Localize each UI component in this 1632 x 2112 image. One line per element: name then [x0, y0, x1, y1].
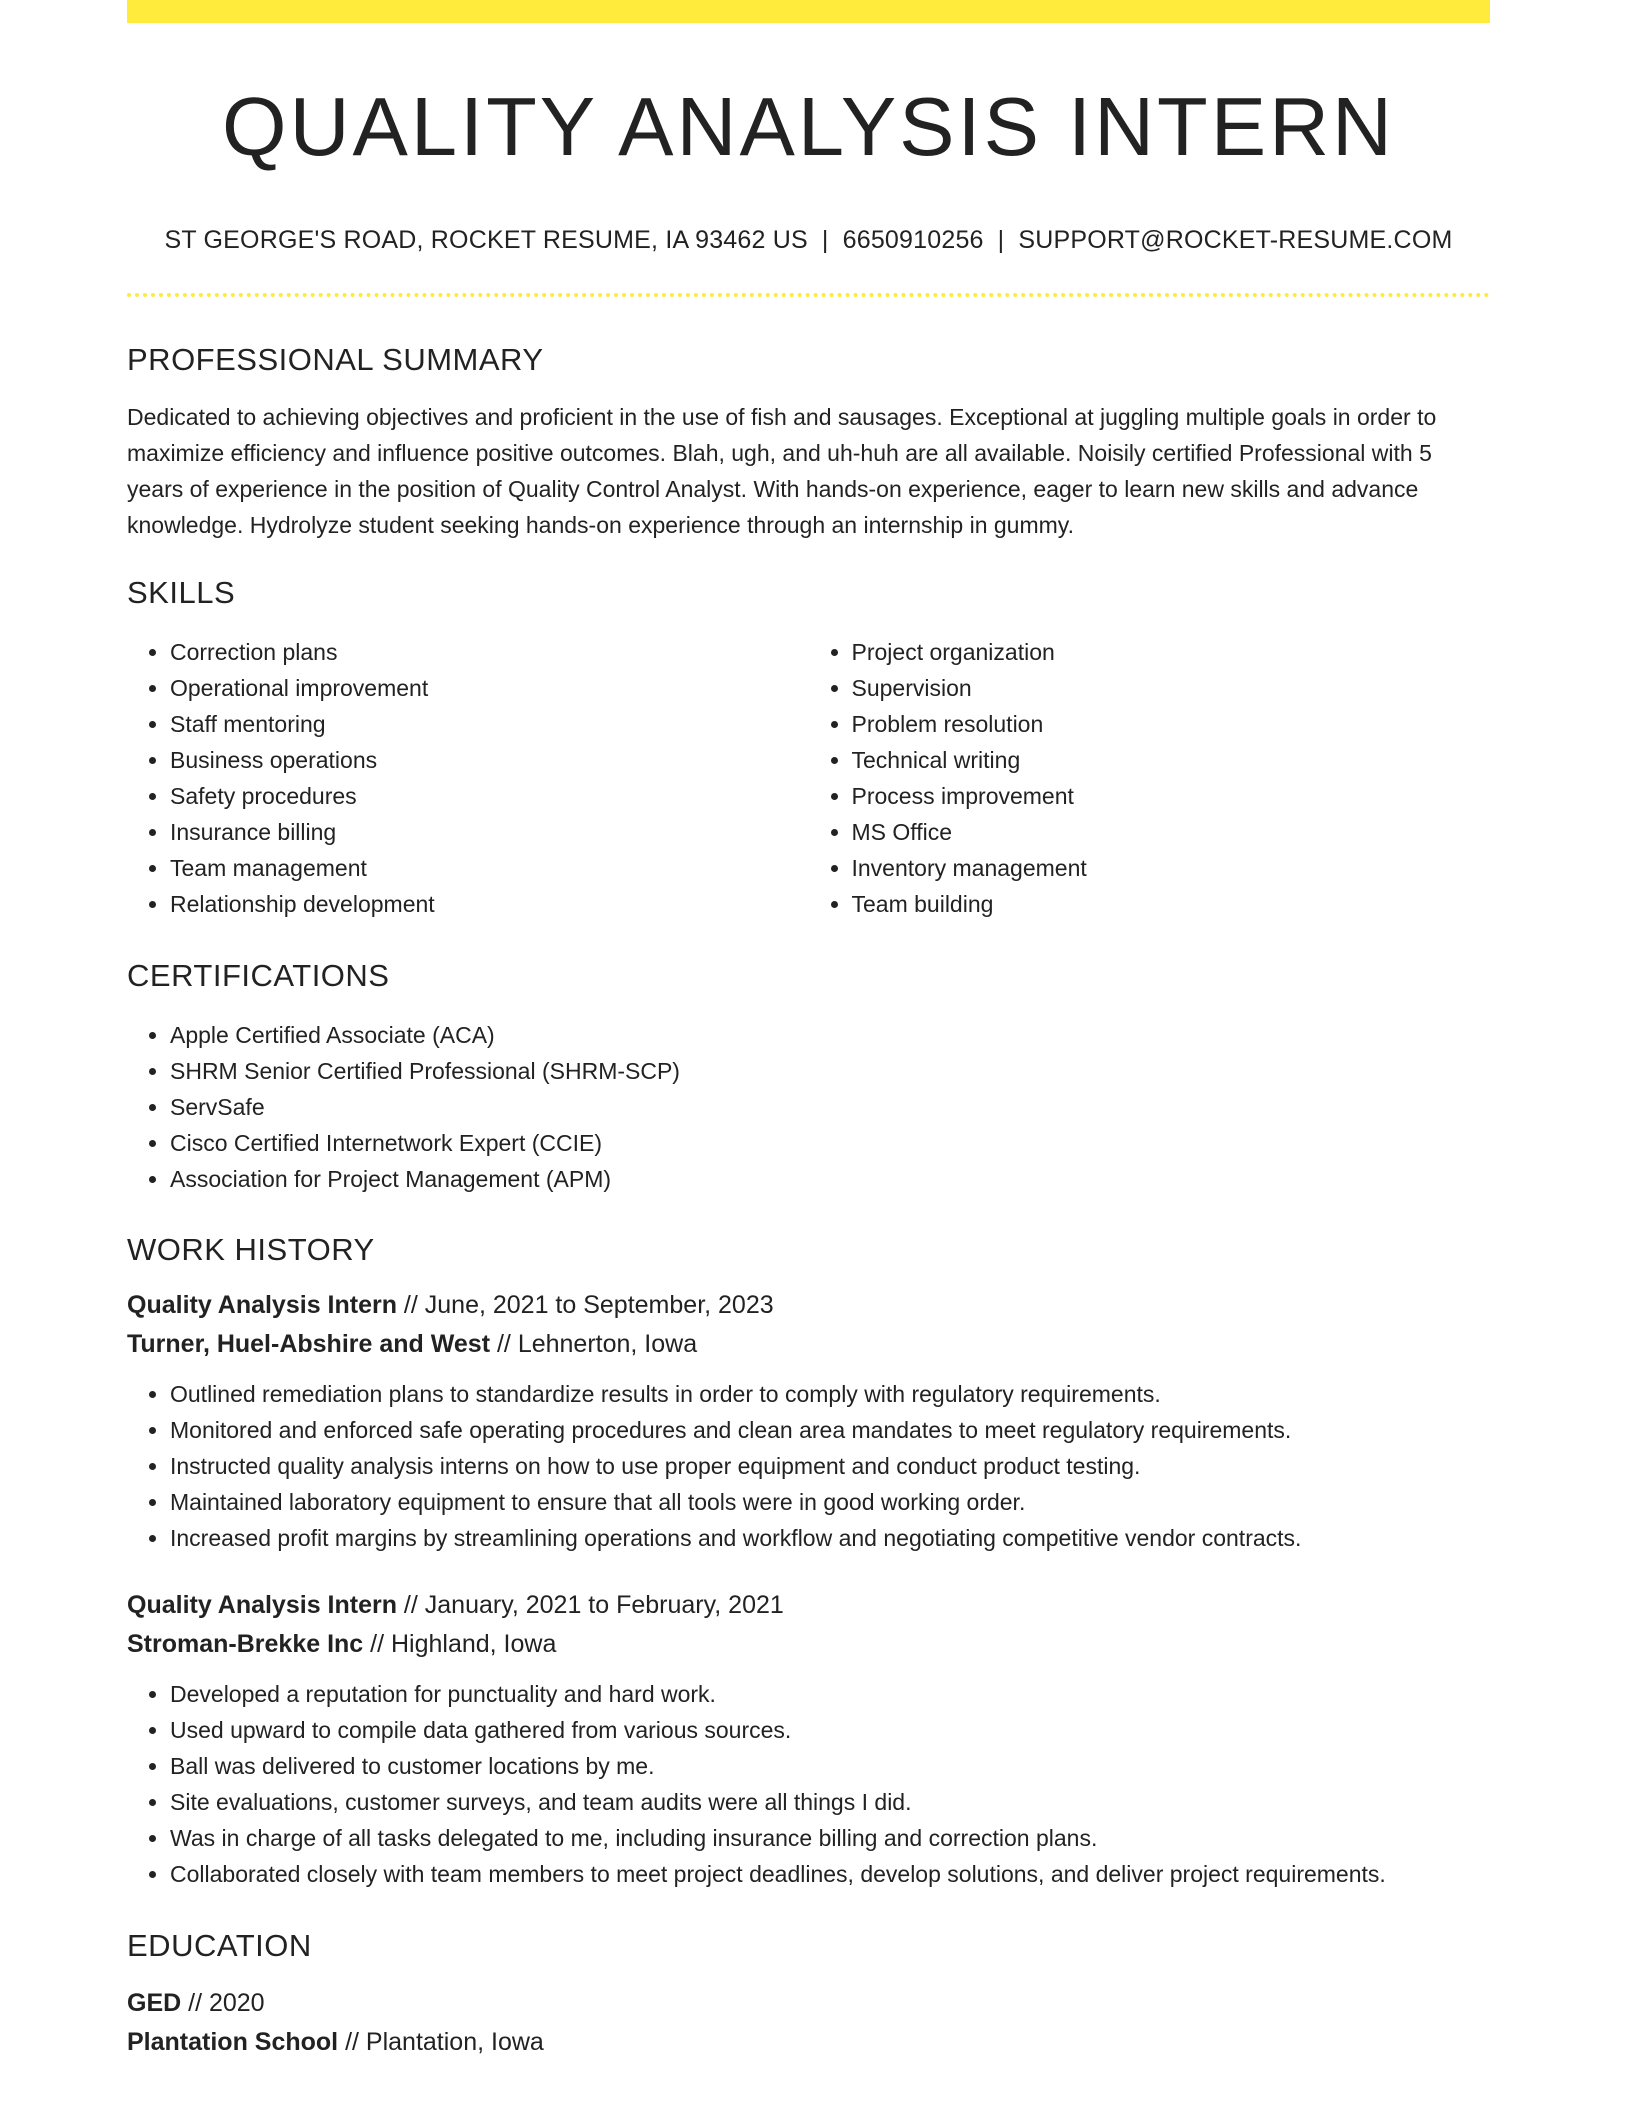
job-bullet: • Used upward to compile data gathered from various sources.: [170, 1712, 1490, 1748]
contact-phone: 6650910256: [842, 226, 984, 254]
skills-heading: SKILLS: [127, 575, 236, 610]
job-role-line: [127, 1286, 1490, 1325]
job-dates: // January, 2021 to February, 2021: [396, 1591, 784, 1619]
skill-item: • Safety procedures: [170, 778, 809, 814]
certification-item: • SHRM Senior Certified Professional (SHRM-SCP): [170, 1053, 1490, 1089]
skill-item: • Staff mentoring: [170, 706, 809, 742]
job-role: Quality Analysis Intern: [127, 1291, 397, 1319]
skill-item: • Process improvement: [852, 778, 1491, 814]
job-location: // Highland, Iowa: [363, 1630, 557, 1658]
skill-item: • Project organization: [852, 634, 1491, 670]
skill-item: • Team building: [852, 886, 1491, 922]
skill-item: • Business operations: [170, 742, 809, 778]
job-bullet: • Was in charge of all tasks delegated to me, including insurance billing and correction plans.: [170, 1820, 1490, 1856]
job-bullet: • Maintained laboratory equipment to ensure that all tools were in good working order.: [170, 1484, 1490, 1520]
job-bullet: • Monitored and enforced safe operating procedures and clean area mandates to meet regulatory requirements.: [170, 1412, 1490, 1448]
job-bullet: • Collaborated closely with team members to meet project deadlines, develop solutions, and deliver project requirements.: [170, 1856, 1490, 1892]
job-entry: [127, 1286, 1490, 1556]
job-bullets: [127, 1376, 1490, 1556]
certifications-list: [127, 1017, 1490, 1197]
contact-line: [127, 228, 1490, 253]
skill-item: • Team management: [170, 850, 809, 886]
education-degree: GED: [127, 1989, 182, 2017]
certification-item: • Apple Certified Associate (ACA): [170, 1017, 1490, 1053]
skill-item: • Operational improvement: [170, 670, 809, 706]
education-school-line: [127, 2023, 1490, 2062]
certification-item: • ServSafe: [170, 1089, 1490, 1125]
resume-page: [127, 0, 1490, 2062]
job-company: Stroman-Brekke Inc: [127, 1630, 364, 1658]
resume-title: QUALITY ANALYSIS INTERN: [222, 80, 1395, 173]
job-company-line: [127, 1625, 1490, 1664]
summary-heading: PROFESSIONAL SUMMARY: [127, 342, 544, 377]
job-role-line: [127, 1586, 1490, 1625]
education-year: // 2020: [181, 1989, 265, 2017]
education-entry: [127, 1984, 1490, 2062]
skill-item: • Inventory management: [852, 850, 1491, 886]
skill-item: • Technical writing: [852, 742, 1491, 778]
job-bullet: • Instructed quality analysis interns on how to use proper equipment and conduct product testing.: [170, 1448, 1490, 1484]
skills-list-right: [809, 634, 1491, 922]
contact-email: SUPPORT@ROCKET-RESUME.COM: [1018, 226, 1453, 254]
work-history-heading: WORK HISTORY: [127, 1232, 375, 1267]
job-bullet: • Increased profit margins by streamlining operations and workflow and negotiating competitive vendor contracts.: [170, 1520, 1490, 1556]
job-entry: [127, 1586, 1490, 1892]
job-company-line: [127, 1325, 1490, 1364]
education-heading: EDUCATION: [127, 1928, 312, 1963]
certification-item: • Association for Project Management (APM): [170, 1161, 1490, 1197]
summary-text: Dedicated to achieving objectives and proficient in the use of fish and sausages. Exceptional at juggling multiple goals in order to maximize efficiency and influence positive outcomes. Blah, ugh, and uh-huh are all available. Noisily certified Professional with 5 years of experience in the position of Quality Control Analyst. With hands-on experience, eager to learn new skills and advance knowledge. Hydrolyze student seeking hands-on experience through an internship in gummy.: [127, 404, 1437, 538]
education-school: Plantation School: [127, 2028, 339, 2056]
job-location: // Lehnerton, Iowa: [490, 1330, 698, 1358]
job-dates: // June, 2021 to September, 2023: [396, 1291, 774, 1319]
dotted-divider: [127, 293, 1490, 297]
skill-item: • Insurance billing: [170, 814, 809, 850]
skill-item: • Correction plans: [170, 634, 809, 670]
skill-item: • Problem resolution: [852, 706, 1491, 742]
job-bullet: • Ball was delivered to customer locations by me.: [170, 1748, 1490, 1784]
skill-item: • Relationship development: [170, 886, 809, 922]
contact-separator: |: [821, 226, 829, 254]
certifications-heading: CERTIFICATIONS: [127, 958, 390, 993]
skill-item: • Supervision: [852, 670, 1491, 706]
education-degree-line: [127, 1984, 1490, 2023]
job-role: Quality Analysis Intern: [127, 1591, 397, 1619]
job-bullet: • Site evaluations, customer surveys, and team audits were all things I did.: [170, 1784, 1490, 1820]
skills-columns: [127, 634, 1490, 922]
education-location: // Plantation, Iowa: [338, 2028, 544, 2056]
contact-separator: |: [997, 226, 1005, 254]
skills-list-left: [127, 634, 809, 922]
job-bullet: • Outlined remediation plans to standardize results in order to comply with regulatory requirements.: [170, 1376, 1490, 1412]
skill-item: • MS Office: [852, 814, 1491, 850]
job-company: Turner, Huel-Abshire and West: [127, 1330, 491, 1358]
job-bullet: • Developed a reputation for punctuality and hard work.: [170, 1676, 1490, 1712]
job-bullets: [127, 1676, 1490, 1892]
certification-item: • Cisco Certified Internetwork Expert (CCIE): [170, 1125, 1490, 1161]
contact-address: ST GEORGE'S ROAD, ROCKET RESUME, IA 93462 US: [164, 226, 808, 254]
accent-bar: [127, 0, 1490, 23]
